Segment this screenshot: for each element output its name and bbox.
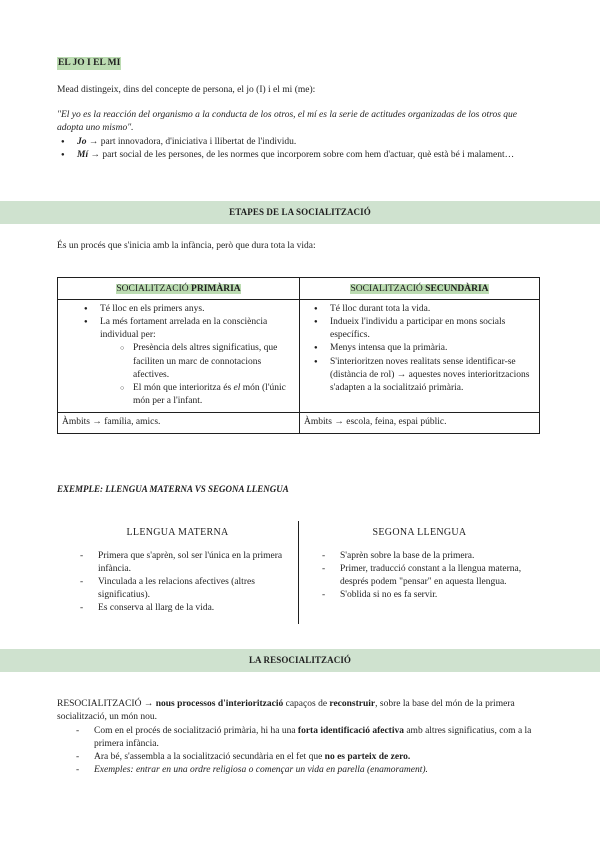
column-divider — [298, 521, 299, 624]
sub-list-item: ○ Presència dels altres significatius, que faciliten un marc de connotacions afectives. — [116, 342, 293, 381]
list-item: ● Menys intensa que la primària. — [310, 342, 533, 355]
secondary-cell — [300, 300, 540, 413]
resocialitzacio-list — [76, 725, 542, 777]
list-item: - Es conserva al llarg de la vida. — [80, 602, 290, 615]
list-item: - S'oblida si no es fa servir. — [322, 589, 532, 602]
list-item: - Com en el procés de socialització primària, hi ha una forta identificació afectiva amb altres significatius, com a la primera infància. — [76, 725, 542, 751]
mead-quote: "El yo es la reacción del organismo a la conducta de los otros, el mí es la serie de actitudes organizadas de los otros que adopta uno mismo". — [57, 110, 518, 134]
list-item: - Exemples: entrar en una ordre religiosa o començar un vida en parella (enamorament). — [76, 764, 542, 777]
segona-llengua-list — [322, 550, 532, 602]
list-item: ● Té lloc en els primers anys. — [80, 303, 293, 316]
list-item-jo: ● Jo → part innovadora, d'iniciativa i llibertat de l'individu. — [57, 136, 557, 149]
list-item: - S'aprèn sobre la base de la primera. — [322, 550, 532, 563]
list-item: ● La més fortament arrelada en la consciència individual per: ○ Presència dels altres significatius, que faciliten un marc de connotacions afectives. ○ El món que interioritza és el món (l'únic món per a l'infant. — [80, 316, 293, 408]
llengua-materna-list — [80, 550, 290, 616]
primary-cell — [58, 300, 300, 413]
list-item: - Primer, traducció constant a la llengua materna, després podem "pensar" en aquesta llengua. — [322, 563, 532, 589]
sub-list-item: ○ El món que interioritza és el món (l'únic món per a l'infant. — [116, 382, 293, 408]
list-item: - Ara bé, s'assembla a la socialització secundària en el fet que no es parteix de zero. — [76, 751, 542, 764]
socialization-table — [57, 277, 540, 434]
llengua-materna-heading: LLENGUA MATERNA — [126, 527, 229, 538]
list-item: - Primera que s'aprèn, sol ser l'única en la primera infància. — [80, 550, 290, 576]
section-band-etapes: ETAPES DE LA SOCIALITZACIÓ — [0, 201, 600, 224]
list-item: ● S'interioritzen noves realitats sense identificar-se (distància de rol) → aquestes noves interioritzacions s'adapten a la socialitzaió primària. — [310, 356, 533, 395]
etapes-intro: És un procés que s'inicia amb la infància, però que dura tota la vida: — [57, 241, 316, 251]
secondary-ambits: Àmbits → escola, feina, espai públic. — [300, 412, 540, 433]
list-item: ● Té lloc durant tota la vida. — [310, 303, 533, 316]
resocialitzacio-definition: RESOCIALITZACIÓ → nous processos d'interiorització capaços de reconstruir, sobre la base del món de la primera socialització, un món nou. — [57, 699, 515, 723]
primary-ambits: Àmbits → família, amics. — [58, 412, 300, 433]
primary-header: SOCIALITZACIÓ PRIMÀRIA — [58, 278, 300, 300]
example-title: EXEMPLE: LLENGUA MATERNA VS SEGONA LLENGUA — [57, 484, 289, 494]
section-title-jo-mi: EL JO I EL MI — [57, 57, 121, 70]
secondary-header: SOCIALITZACIÓ SECUNDÀRIA — [300, 278, 540, 300]
list-item: ● Indueix l'individu a participar en mons socials específics. — [310, 316, 533, 342]
segona-llengua-heading: SEGONA LLENGUA — [372, 527, 467, 538]
jo-mi-list — [57, 136, 557, 162]
list-item: - Vinculada a les relacions afectives (altres significatius). — [80, 576, 290, 602]
mead-intro: Mead distingeix, dins del concepte de persona, el jo (I) i el mi (me): — [57, 85, 316, 95]
section-band-resocialitzacio: LA RESOCIALITZACIÓ — [0, 649, 600, 672]
list-item-mi: ● Mí → part social de les persones, de les normes que incorporem sobre com hem d'actuar, què està bé i malament… — [57, 149, 557, 162]
